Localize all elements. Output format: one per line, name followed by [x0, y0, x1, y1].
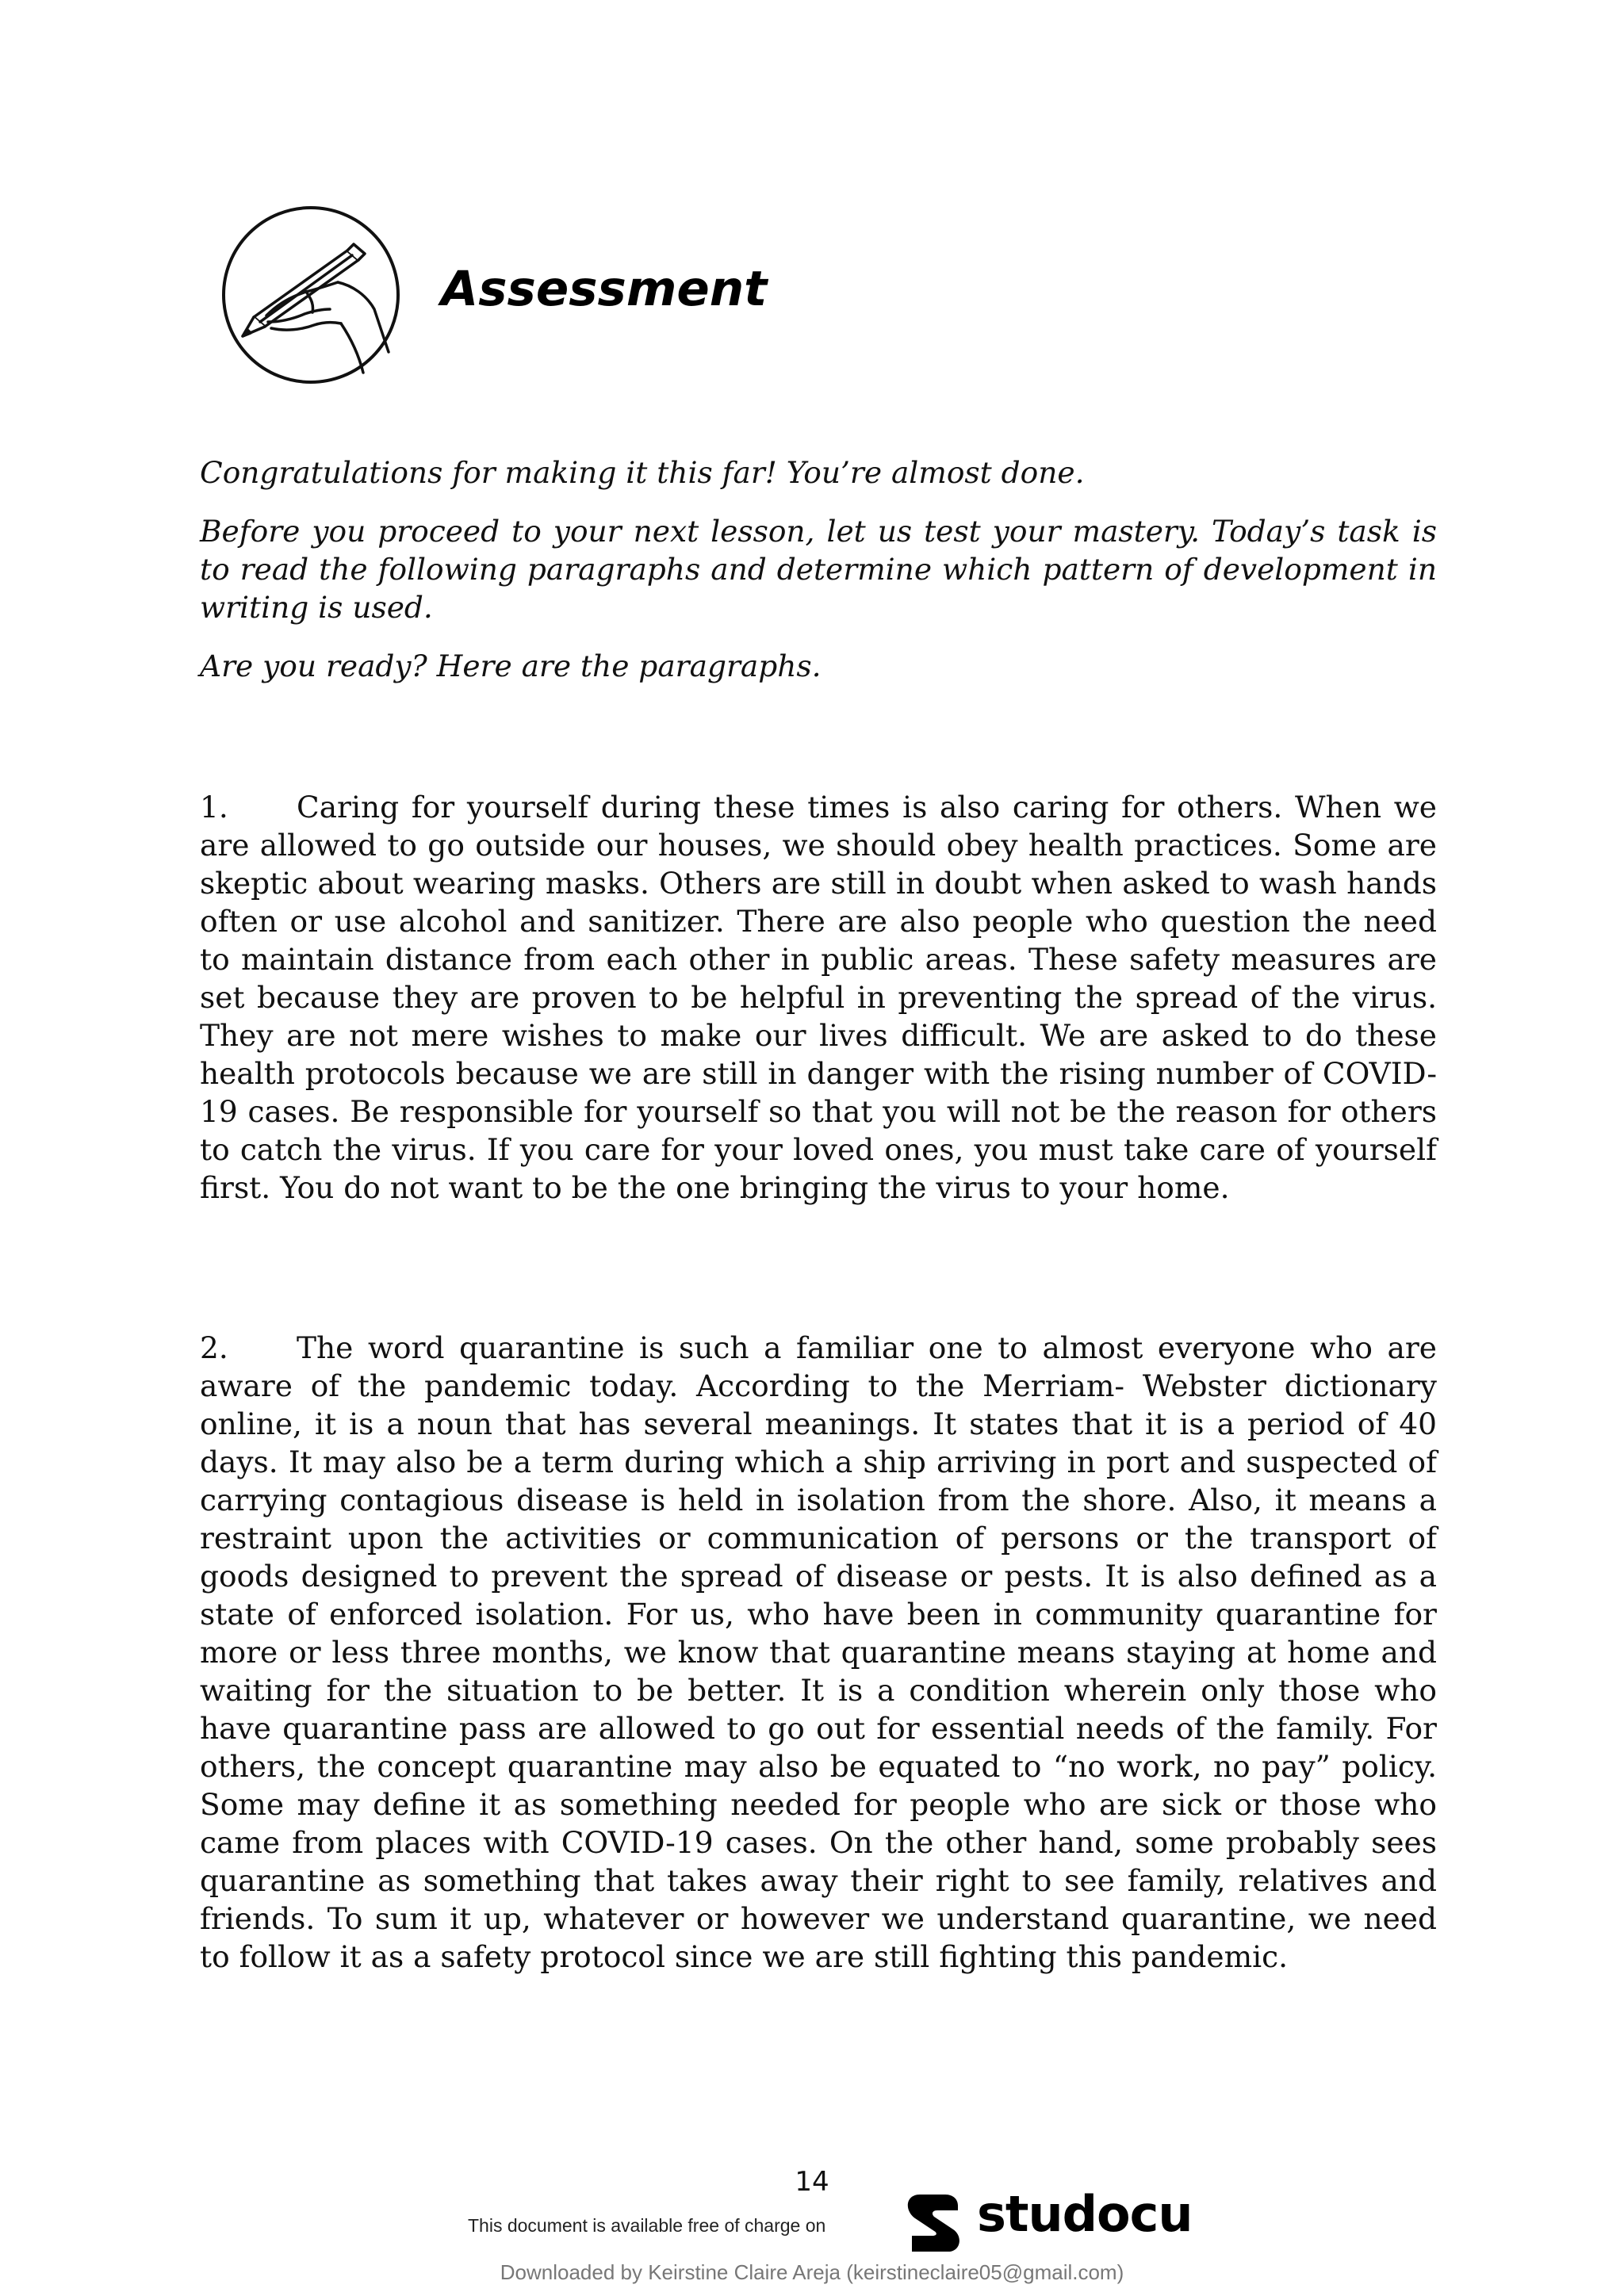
item-text: The word quarantine is such a familiar one to almost everyone who are aware of the pandemic today. According to the Merriam- Webster dictionary online, it is a noun that has several meanings. It states that it is a period of 40 days. It may also be a term during which a ship arriving in port and suspected of carrying contagious disease is held in isolation from the shore. Also, it means a restraint upon the activities or communication of persons or the transport of goods designed to prevent the spread of disease or pests. It is also defined as a state of enforced isolation. For us, who have been in community quarantine for more or less three months, we know that quarantine means staying at home and waiting for the situation to be better. It is a condition wherein only those who have quarantine pass are allowed to go out for essential needs of the family. For others, the concept quarantine may also be equated to “no work, no pay” policy. Some may define it as something needed for people who are sick or those who came from places with COVID-19 cases. On the other hand, some probably sees quarantine as something that takes away their right to see family, relatives and friends. To sum it up, whatever or however we understand quarantine, we need to follow it as a safety protocol since we are still fighting this pandemic.: [200, 1330, 1437, 1974]
availability-notice: This document is available free of charge on: [468, 2215, 826, 2236]
hand-writing-pencil-icon: [219, 203, 403, 387]
section-title: Assessment: [441, 261, 768, 317]
intro-ready: Are you ready? Here are the paragraphs.: [200, 649, 822, 683]
assessment-header: [216, 200, 866, 398]
studocu-brand[interactable]: studocu: [977, 2185, 1193, 2243]
item-number: 1.: [200, 790, 228, 825]
paragraph-item-2: [200, 1329, 1437, 1976]
download-notice: Downloaded by Keirstine Claire Areja (keirstineclaire05@gmail.com): [500, 2260, 1124, 2284]
item-text: Caring for yourself during these times is also caring for others. When we are allowed to go outside our houses, we should obey health practices. Some are skeptic about wearing masks. Others are still in doubt when asked to wash hands often or use alcohol and sanitizer. There are also people who question the need to maintain distance from each other in public areas. These safety measures are set because they are proven to be helpful in preventing the spread of the virus. They are not mere wishes to make our lives difficult. We are asked to do these health protocols because we are still in danger with the rising number of COVID-19 cases. Be responsible for yourself so that you will not be the reason for others to catch the virus. If you care for your loved ones, you must take care of yourself first. You do not want to be the one bringing the virus to your home.: [200, 790, 1437, 1205]
intro-task: Before you proceed to your next lesson, let us test your mastery. Today’s task is to read the following paragraphs and determine which pattern of development in writing is used.: [200, 514, 1437, 625]
item-number: 2.: [200, 1330, 228, 1365]
intro-congratulations: Congratulations for making it this far! You’re almost done.: [200, 455, 1085, 490]
studocu-logo-icon[interactable]: [901, 2190, 966, 2256]
page-number: 14: [795, 2166, 829, 2198]
intro-instructions: [200, 453, 1437, 706]
paragraph-item-1: [200, 788, 1437, 1207]
